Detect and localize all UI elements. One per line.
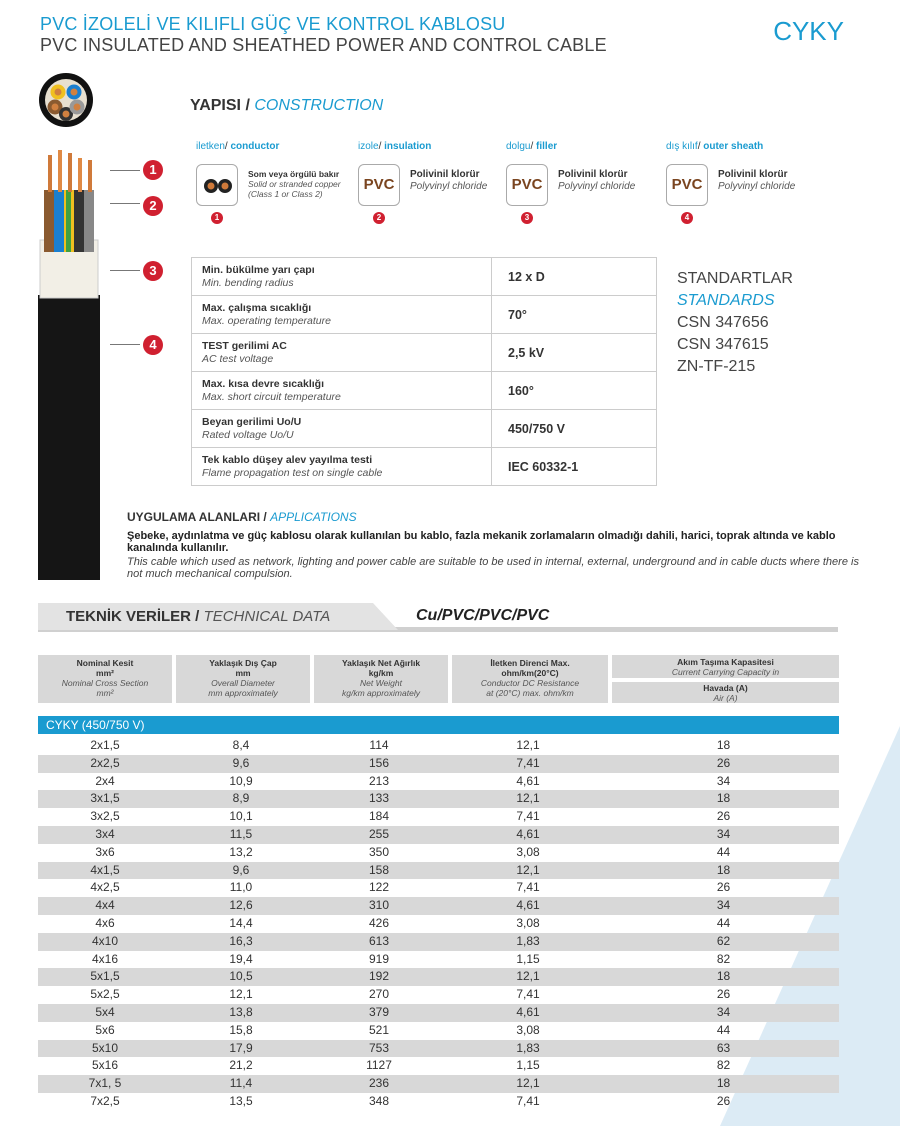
property-row	[192, 372, 657, 410]
cell-weight: 919	[368, 951, 390, 966]
cell-resistance: 12,1	[516, 862, 540, 877]
cell-capacity: 18	[716, 969, 731, 984]
component-number: 3	[521, 212, 533, 224]
desc-en: Polyvinyl chloride	[558, 181, 636, 192]
cell-capacity: 26	[716, 880, 731, 895]
cell-diameter: 11,0	[229, 880, 253, 895]
table-row	[38, 808, 839, 826]
cell-cross-section: 5x16	[91, 1058, 119, 1073]
cell-diameter: 13,2	[229, 844, 253, 859]
label-tr: TEST gerilimi AC	[202, 339, 287, 352]
header-en: Net Weight	[360, 678, 402, 688]
header-tr: Nominal Kesit	[76, 658, 134, 668]
property-label	[192, 296, 492, 334]
cell-diameter: 13,8	[229, 1004, 253, 1019]
component-conductor	[196, 141, 366, 222]
header-en: Overall Diameter	[211, 678, 275, 688]
cell-resistance: 7,41	[516, 987, 540, 1002]
property-value: IEC 60332-1	[492, 448, 657, 486]
cell-resistance: 1,15	[516, 1058, 540, 1073]
model-code: CYKY	[773, 16, 844, 46]
callout-filler: 3	[143, 261, 163, 281]
pvc-icon: PVC	[358, 164, 400, 206]
conductor-icon	[196, 164, 238, 206]
cell-resistance: 12,1	[516, 791, 540, 806]
cell-resistance: 1,83	[516, 1040, 540, 1055]
standards-title-tr: STANDARTLAR	[677, 270, 793, 287]
header-en: Air (A)	[713, 693, 738, 703]
label-en: Rated voltage Uo/U	[202, 428, 294, 441]
title-english: PVC INSULATED AND SHEATHED POWER AND CONTROL CABLE	[40, 35, 607, 55]
label-en: Flame propagation test on single cable	[202, 466, 383, 479]
construction-code: Cu/PVC/PVC/PVC	[416, 607, 550, 624]
component-description	[558, 169, 635, 193]
property-row	[192, 258, 657, 296]
property-label	[192, 334, 492, 372]
component-filler	[506, 141, 676, 222]
table-row	[38, 773, 839, 791]
label-tr: Max. çalışma sıcaklığı	[202, 301, 312, 314]
cell-diameter: 13,5	[229, 1093, 253, 1108]
cell-weight: 236	[368, 1076, 390, 1091]
table-row	[38, 1057, 839, 1075]
pvc-icon: PVC	[666, 164, 708, 206]
applications-text-en: This cable which used as network, lighting and power cable are suitable to be used in internal, external, underground and in cable ducts where there is not much mechanical compulsion.	[127, 556, 859, 580]
cell-diameter: 11,4	[229, 1076, 253, 1091]
property-value: 450/750 V	[492, 410, 657, 448]
cell-diameter: 10,1	[229, 809, 253, 824]
table-row	[38, 1004, 839, 1022]
cell-weight: 133	[368, 791, 390, 806]
cell-diameter: 8,4	[232, 738, 250, 752]
technical-title-tr: TEKNİK VERİLER /	[66, 608, 200, 625]
desc-en: Polyvinyl chloride	[718, 181, 796, 192]
table-row	[38, 844, 839, 862]
cell-resistance: 1,83	[516, 933, 540, 948]
cell-weight: 114	[369, 738, 389, 752]
cell-resistance: 4,61	[516, 826, 540, 841]
cell-diameter: 15,8	[229, 1022, 253, 1037]
cell-cross-section: 3x2,5	[90, 809, 120, 824]
cell-resistance: 7,41	[516, 1093, 540, 1108]
desc-en: Polyvinyl chloride	[410, 181, 488, 192]
callout-line	[110, 344, 140, 345]
table-row	[38, 737, 839, 755]
standard-item: CSN 347615	[677, 336, 769, 353]
applications-title-en: APPLICATIONS	[270, 510, 357, 524]
standard-item: ZN-TF-215	[677, 358, 756, 375]
cell-resistance: 4,61	[516, 1004, 540, 1019]
cell-cross-section: 3x1,5	[90, 791, 120, 806]
property-label	[192, 448, 492, 486]
property-value: 2,5 kV	[492, 334, 657, 372]
group-label: CYKY (450/750 V)	[38, 716, 839, 734]
cell-resistance: 12,1	[516, 969, 540, 984]
cable-side-view-icon	[38, 150, 100, 580]
heading-tr: izole	[358, 141, 379, 152]
cell-capacity: 18	[716, 791, 731, 806]
table-row	[38, 968, 839, 986]
cell-weight: 122	[368, 880, 390, 895]
column-header-resistance	[452, 655, 608, 703]
header-en-unit: kg/km approximately	[342, 688, 420, 698]
cell-resistance: 7,41	[516, 755, 540, 770]
heading-tr: dolgu	[506, 141, 531, 152]
construction-title-tr: YAPISI /	[190, 97, 250, 114]
component-description	[248, 169, 341, 199]
desc-tr: Polivinil klorür	[718, 169, 788, 180]
pvc-icon: PVC	[506, 164, 548, 206]
cell-cross-section: 4x4	[95, 898, 115, 913]
header-en: Conductor DC Resistance	[480, 678, 580, 688]
cell-capacity: 82	[716, 1058, 731, 1073]
desc-tr: Som veya örgülü bakır	[248, 169, 340, 179]
label-tr: Max. kısa devre sıcaklığı	[202, 377, 324, 390]
applications-title	[127, 510, 357, 524]
cell-cross-section: 5x2,5	[90, 987, 120, 1002]
property-row	[192, 448, 657, 486]
construction-title-en: CONSTRUCTION	[254, 97, 384, 114]
cell-capacity: 18	[716, 1076, 731, 1091]
header-tr: Yaklaşık Net Ağırlık	[341, 658, 421, 668]
technical-data-table	[38, 737, 839, 1111]
cell-diameter: 8,9	[232, 791, 250, 806]
table-row	[38, 1040, 839, 1058]
cell-diameter: 12,6	[229, 898, 253, 913]
header-en-unit: at (20°C) max. ohm/km	[486, 688, 574, 698]
label-en: Max. operating temperature	[202, 314, 331, 327]
cell-capacity: 18	[716, 862, 731, 877]
cell-resistance: 3,08	[516, 1022, 540, 1037]
cell-cross-section: 2x1,5	[90, 738, 120, 752]
label-en: Max. short circuit temperature	[202, 390, 341, 403]
table-row	[38, 986, 839, 1004]
applications-title-tr: UYGULAMA ALANLARI /	[127, 510, 267, 524]
cell-cross-section: 7x1, 5	[88, 1076, 122, 1091]
component-heading: izole/ insulation	[358, 141, 432, 152]
callout-line	[110, 270, 140, 271]
cell-weight: 521	[368, 1022, 390, 1037]
heading-tr: iletken	[196, 141, 225, 152]
property-row	[192, 410, 657, 448]
cell-resistance: 12,1	[516, 738, 540, 752]
component-heading: iletken/ conductor	[196, 141, 280, 152]
cell-resistance: 4,61	[516, 773, 540, 788]
cell-cross-section: 3x6	[95, 844, 115, 859]
cell-capacity: 26	[716, 1093, 731, 1108]
cell-cross-section: 5x10	[91, 1040, 119, 1055]
cell-diameter: 14,4	[229, 915, 253, 930]
cable-cross-section-icon	[38, 72, 94, 128]
cell-diameter: 10,5	[229, 969, 253, 984]
cell-weight: 613	[368, 933, 390, 948]
cell-diameter: 16,3	[229, 933, 253, 948]
cell-weight: 426	[368, 915, 390, 930]
column-header-air	[612, 682, 839, 703]
callout-conductor: 1	[143, 160, 163, 180]
cell-diameter: 19,4	[229, 951, 253, 966]
heading-en: insulation	[384, 141, 432, 152]
cell-cross-section: 4x1,5	[90, 862, 120, 877]
header-tr: İletken Direnci Max.	[490, 658, 570, 668]
component-description	[718, 169, 795, 193]
cell-weight: 348	[368, 1093, 390, 1108]
table-row	[38, 755, 839, 773]
heading-en: filler	[536, 141, 558, 152]
cell-weight: 1127	[366, 1058, 392, 1073]
cell-cross-section: 5x1,5	[90, 969, 120, 984]
column-header-diameter	[176, 655, 310, 703]
property-label	[192, 258, 492, 296]
label-en: AC test voltage	[202, 352, 274, 365]
property-row	[192, 334, 657, 372]
desc-en: Solid or stranded copper	[248, 179, 341, 189]
cell-capacity: 44	[716, 915, 731, 930]
heading-tr: dış kılıf	[666, 141, 698, 152]
cell-weight: 213	[368, 773, 390, 788]
cell-capacity: 34	[716, 1004, 731, 1019]
cell-capacity: 34	[716, 773, 731, 788]
header-en: Current Carrying Capacity in	[671, 667, 780, 677]
cell-capacity: 26	[716, 987, 731, 1002]
label-tr: Min. bükülme yarı çapı	[202, 263, 315, 276]
cell-weight: 255	[368, 826, 390, 841]
table-row	[38, 826, 839, 844]
component-heading: dış kılıf/ outer sheath	[666, 141, 764, 152]
callout-line	[110, 203, 140, 204]
cell-weight: 270	[368, 987, 390, 1002]
cell-capacity: 44	[716, 844, 731, 859]
header-en-unit: mm²	[96, 688, 114, 698]
cell-capacity: 44	[716, 1022, 731, 1037]
cell-cross-section: 5x6	[95, 1022, 115, 1037]
cell-capacity: 34	[716, 826, 731, 841]
header-unit: mm	[235, 668, 251, 678]
component-insulation	[358, 141, 531, 222]
callout-insulation: 2	[143, 196, 163, 216]
cell-cross-section: 4x16	[91, 951, 119, 966]
standard-item: CSN 347656	[677, 314, 769, 331]
header-unit: mm²	[96, 668, 114, 678]
cell-diameter: 21,2	[229, 1058, 253, 1073]
label-tr: Tek kablo düşey alev yayılma testi	[202, 453, 373, 466]
cell-cross-section: 2x4	[95, 773, 115, 788]
cell-weight: 350	[368, 844, 390, 859]
cell-resistance: 4,61	[516, 898, 540, 913]
technical-data-title	[66, 608, 330, 625]
cell-cross-section: 5x4	[95, 1004, 115, 1019]
component-description	[410, 169, 487, 193]
cell-resistance: 3,08	[516, 844, 540, 859]
column-header-capacity	[612, 655, 839, 678]
cell-weight: 753	[368, 1040, 390, 1055]
table-row	[38, 933, 839, 951]
cell-cross-section: 4x10	[91, 933, 119, 948]
cell-weight: 184	[368, 809, 390, 824]
property-label	[192, 410, 492, 448]
table-row	[38, 879, 839, 897]
property-row	[192, 296, 657, 334]
cell-diameter: 17,9	[229, 1040, 253, 1055]
title-turkish: PVC İZOLELİ VE KILIFLI GÜÇ VE KONTROL KABLOSU	[40, 14, 506, 34]
header-tr: Akım Taşıma Kapasitesi	[677, 657, 774, 667]
table-row	[38, 1075, 839, 1093]
cell-capacity: 63	[716, 1040, 731, 1055]
header-tr: Havada (A)	[703, 683, 748, 693]
property-value: 70°	[492, 296, 657, 334]
standards-title-en: STANDARDS	[677, 292, 775, 309]
cell-cross-section: 2x2,5	[90, 755, 120, 770]
header-tr: Yaklaşık Dış Çap	[209, 658, 277, 668]
cell-cross-section: 4x2,5	[90, 880, 120, 895]
cell-weight: 156	[368, 755, 390, 770]
component-heading: dolgu/ filler	[506, 141, 558, 152]
label-tr: Beyan gerilimi Uo/U	[202, 415, 302, 428]
cell-capacity: 82	[716, 951, 731, 966]
cell-weight: 192	[368, 969, 390, 984]
header-unit: ohm/km(20°C)	[501, 668, 559, 678]
cell-diameter: 12,1	[229, 987, 253, 1002]
component-number: 4	[681, 212, 693, 224]
property-table	[191, 257, 657, 486]
cell-resistance: 7,41	[516, 809, 540, 824]
construction-title	[190, 97, 383, 115]
desc-en-class: (Class 1 or Class 2)	[248, 189, 323, 199]
cell-diameter: 11,5	[229, 826, 253, 841]
cell-resistance: 1,15	[516, 951, 540, 966]
property-value: 160°	[492, 372, 657, 410]
table-row	[38, 897, 839, 915]
table-row	[38, 915, 839, 933]
cell-weight: 310	[368, 898, 390, 913]
header-en-unit: mm approximately	[208, 688, 278, 698]
column-header-cross-section	[38, 655, 172, 703]
cell-cross-section: 4x6	[95, 915, 115, 930]
component-number: 1	[211, 212, 223, 224]
column-header-weight	[314, 655, 448, 703]
desc-tr: Polivinil klorür	[410, 169, 480, 180]
cell-cross-section: 7x2,5	[90, 1093, 120, 1108]
cell-resistance: 12,1	[516, 1076, 540, 1091]
callout-outer-sheath: 4	[143, 335, 163, 355]
label-en: Min. bending radius	[202, 276, 294, 289]
cell-weight: 158	[368, 862, 390, 877]
cell-diameter: 9,6	[232, 862, 250, 877]
cell-capacity: 34	[716, 898, 731, 913]
cell-capacity: 62	[716, 933, 731, 948]
heading-en: conductor	[230, 141, 280, 152]
cell-resistance: 3,08	[516, 915, 540, 930]
applications-text-tr: Şebeke, aydınlatma ve güç kablosu olarak kullanılan bu kablo, fazla mekanik zorlamaların olmadığı dahili, harici, toprak altında ve kablo kanalında kullanılır.	[127, 530, 836, 554]
table-row	[38, 790, 839, 808]
cell-capacity: 26	[716, 809, 731, 824]
cell-capacity: 18	[716, 738, 731, 752]
standards-block	[677, 268, 793, 378]
cell-cross-section: 3x4	[95, 826, 115, 841]
table-row	[38, 862, 839, 880]
callout-line	[110, 170, 140, 171]
component-outer-sheath	[666, 141, 836, 222]
cell-capacity: 26	[716, 755, 731, 770]
technical-title-en: TECHNICAL DATA	[203, 608, 331, 625]
property-label	[192, 372, 492, 410]
cell-diameter: 10,9	[229, 773, 253, 788]
header-unit: kg/km	[368, 668, 394, 678]
cell-weight: 379	[368, 1004, 390, 1019]
cell-resistance: 7,41	[516, 880, 540, 895]
header-en: Nominal Cross Section	[61, 678, 149, 688]
table-row	[38, 951, 839, 969]
property-value: 12 x D	[492, 258, 657, 296]
cell-diameter: 9,6	[232, 755, 250, 770]
table-row	[38, 1022, 839, 1040]
table-row	[38, 1093, 839, 1111]
heading-en: outer sheath	[703, 141, 764, 152]
component-number: 2	[373, 212, 385, 224]
desc-tr: Polivinil klorür	[558, 169, 628, 180]
